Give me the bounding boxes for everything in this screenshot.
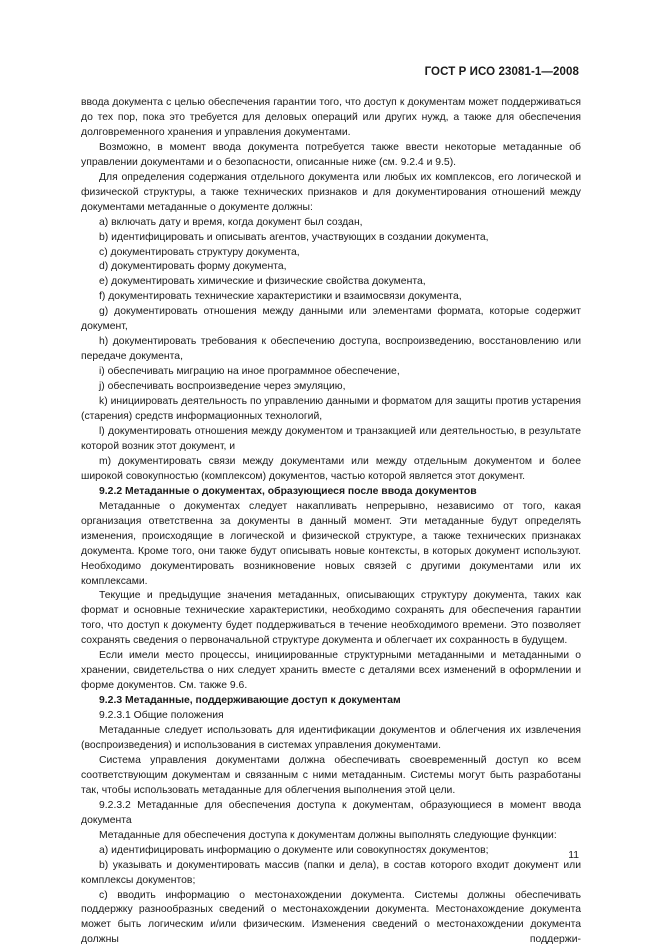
paragraph: e) документировать химические и физические свойства документа, — [99, 276, 426, 288]
document-header: ГОСТ Р ИСО 23081-1—2008 — [424, 66, 579, 78]
paragraph: d) документировать форму документа, — [99, 261, 287, 273]
paragraph: c) документировать структуру документа, — [99, 246, 300, 258]
paragraph: f) документировать технические характеристики и взаимосвязи документа, — [99, 291, 462, 303]
paragraph: Текущие и предыдущие значения метаданных, описывающих структуру документа, таких как формат и основные технические характеристики, необходимо сохранять для обеспечения гарантии того, что доступ к документу будет поддерживаться в течение необходимого времени. Это позволяет сохранять сведения о первоначальной структуре документа и облегчает их сохранность в будущем. — [81, 590, 581, 647]
paragraph: h) документировать требования к обеспечению доступа, воспроизведению, восстановлению или передаче документа, — [81, 336, 581, 363]
paragraph: g) документировать отношения между данными или элементами формата, которые содержит документ, — [81, 306, 581, 333]
paragraph: a) включать дату и время, когда документ был создан, — [99, 216, 363, 228]
paragraph: 9.2.3.1 Общие положения — [99, 710, 224, 722]
paragraph: ввода документа с целью обеспечения гарантии того, что доступ к документам может поддерживаться до тех пор, пока это требуется для деловых операций или других нужд, а также для обеспечения долговременного хранения и управления документами. — [81, 97, 581, 138]
paragraph: m) документировать связи между документами или между отдельным документом и более широкой совокупностью (комплексом) документов, частью которой является этот документ. — [81, 455, 581, 482]
paragraph: c) вводить информацию о местонахождении документа. Системы должны обеспечивать поддержку разнообразных сведений о местонахождении документа. Местонахождение документа может быть логическим и/или физическим. Изменения сведений о местонахождении документа должны поддержи- — [81, 889, 581, 946]
paragraph: Метаданные для обеспечения доступа к документам должны выполнять следующие функции: — [99, 829, 557, 841]
paragraph: i) обеспечивать миграцию на иное программное обеспечение, — [99, 366, 400, 378]
paragraph: k) инициировать деятельность по управлению данными и форматом для защиты против устарения (старения) средств информационных технологий, — [81, 396, 581, 423]
paragraph: Система управления документами должна обеспечивать своевременный доступ ко всем соответствующим документам и связанным с ними метаданным. Системы могут быть разработаны так, чтобы использовать метаданные для облегчения выполнения этой цели. — [81, 754, 581, 796]
paragraph: Возможно, в момент ввода документа потребуется также ввести некоторые метаданные об управлении документами и о безопасности, описанные ниже (см. 9.2.4 и 9.5). — [81, 141, 581, 168]
paragraph: Метаданные о документах следует накапливать непрерывно, независимо от того, какая организация ответственна за документы в данный момент. Эти метаданные будут определять изменения, происходящие в логической и физической структуре, а также технических признаках документа. Кроме того, они также будут описывать новые контексты, в которых документ используют. Необходимо документировать возникновение новых связей с другими документами или их комплексами. — [81, 500, 581, 587]
document-body — [81, 96, 581, 948]
paragraph: j) обеспечивать воспроизведение через эмуляцию, — [99, 381, 346, 393]
section-heading: 9.2.2 Метаданные о документах, образующиеся после ввода документов — [99, 485, 477, 497]
paragraph: 9.2.3.2 Метаданные для обеспечения доступа к документам, образующиеся в момент ввода документа — [81, 799, 581, 826]
paragraph: b) указывать и документировать массив (папки и дела), в состав которого входит документ или комплексы документов; — [81, 859, 581, 886]
paragraph: Метаданные следует использовать для идентификации документов и облегчения их извлечения (воспроизведения) и использования в системах управления документами. — [81, 725, 581, 751]
paragraph: a) идентифицировать информацию о документе или совокупностях документов; — [99, 844, 489, 856]
section-heading: 9.2.3 Метаданные, поддерживающие доступ к документам — [99, 695, 401, 707]
paragraph: Для определения содержания отдельного документа или любых их комплексов, его логической и физической структуры, а также технических признаков и для документирования отношений между документами метаданные о документе должны: — [81, 171, 581, 213]
paragraph: l) документировать отношения между документом и транзакцией или деятельностью, в результате которой возник этот документ, и — [81, 425, 581, 452]
paragraph: Если имели место процессы, инициированные структурными метаданными и метаданными о хранении, свидетельства о них следует хранить вместе с деталями всех изменений в оформлении и форме документов. См. также 9.6. — [81, 650, 581, 692]
page-number: 11 — [568, 850, 579, 861]
paragraph: b) идентифицировать и описывать агентов, участвующих в создании документа, — [99, 231, 489, 243]
